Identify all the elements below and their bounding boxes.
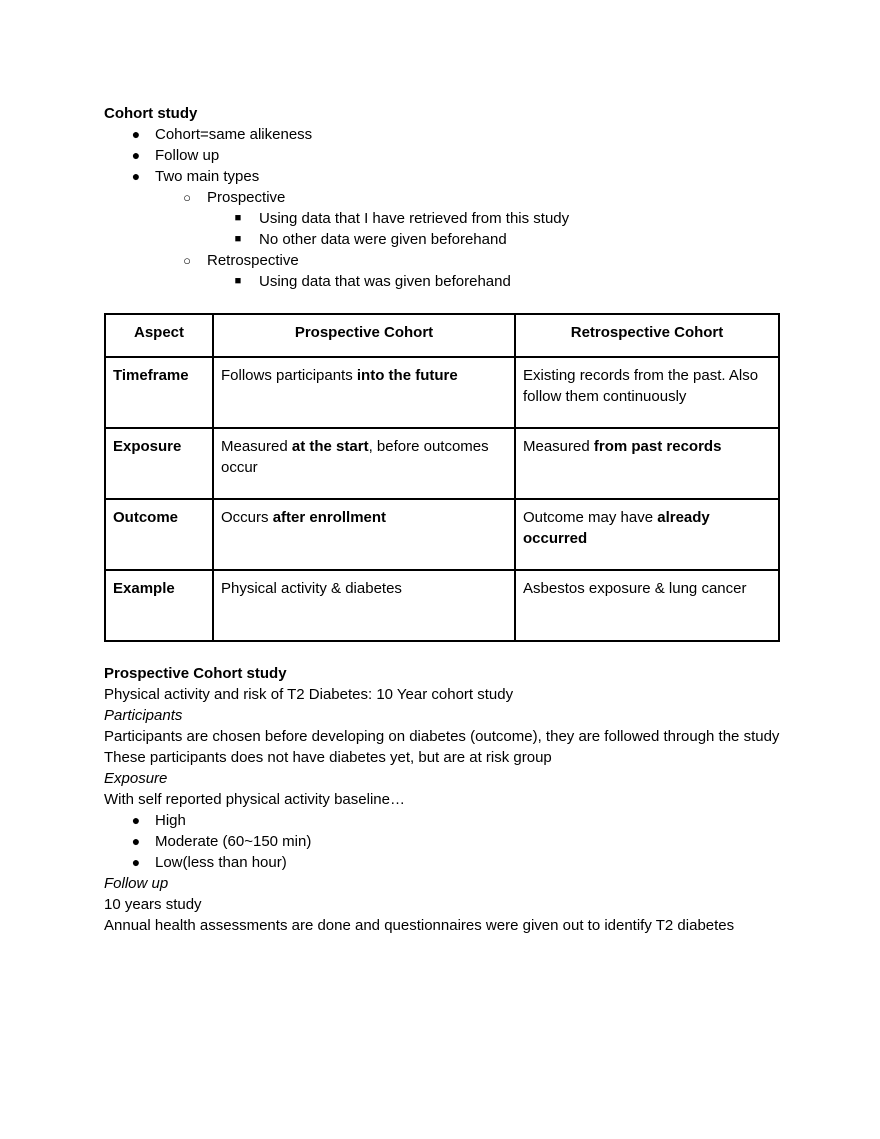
followup-text: Annual health assessments are done and questionnaires were given out to identify T2 diabetes xyxy=(104,917,735,934)
retrospective-cell: Measured from past records xyxy=(515,428,779,499)
list-item: ● Follow up xyxy=(104,145,784,166)
followup-label: Follow up xyxy=(104,875,169,892)
exposure-level-list xyxy=(104,810,784,873)
retrospective-cell: Asbestos exposure & lung cancer xyxy=(515,570,779,641)
hollow-circle-bullet-icon: ○ xyxy=(183,190,191,205)
retrospective-cell: Existing records from the past. Also follow them continuously xyxy=(515,357,779,428)
cohort-heading: Cohort study xyxy=(104,105,198,122)
bullet-icon: ● xyxy=(131,854,141,870)
row-aspect: Exposure xyxy=(105,428,213,499)
square-bullet-icon: ■ xyxy=(234,275,242,287)
bullet-icon: ● xyxy=(131,168,141,184)
list-item: ● Moderate (60~150 min) xyxy=(104,831,784,852)
table-row xyxy=(105,570,779,641)
list-item: ■ No other data were given beforehand xyxy=(104,229,784,250)
bullet-icon: ● xyxy=(131,147,141,163)
list-item: ● Cohort=same alikeness xyxy=(104,124,784,145)
table-row xyxy=(105,357,779,428)
bullet-icon: ● xyxy=(131,833,141,849)
prospective-cell: Occurs after enrollment xyxy=(213,499,515,570)
row-aspect: Example xyxy=(105,570,213,641)
cohort-bullet-list xyxy=(104,124,784,292)
table-row xyxy=(105,499,779,570)
study-title: Physical activity and risk of T2 Diabetes: 10 Year cohort study xyxy=(104,686,514,703)
prospective-cell: Follows participants into the future xyxy=(213,357,515,428)
square-bullet-icon: ■ xyxy=(234,233,242,245)
bullet-icon: ● xyxy=(131,126,141,142)
list-item: ● High xyxy=(104,810,784,831)
column-header: Prospective Cohort xyxy=(213,314,515,357)
prospective-heading: Prospective Cohort study xyxy=(104,665,287,682)
row-aspect: Timeframe xyxy=(105,357,213,428)
participants-label: Participants xyxy=(104,707,183,724)
retrospective-cell: Outcome may have already occurred xyxy=(515,499,779,570)
prospective-cell: Physical activity & diabetes xyxy=(213,570,515,641)
list-item-retrospective: ○ Retrospective xyxy=(104,250,784,271)
table-header-row xyxy=(105,314,779,357)
exposure-text: With self reported physical activity baseline… xyxy=(104,791,405,808)
list-item: ● Two main types xyxy=(104,166,784,187)
table-row xyxy=(105,428,779,499)
participants-text: These participants does not have diabetes yet, but are at risk group xyxy=(104,749,552,766)
comparison-table xyxy=(104,313,780,642)
hollow-circle-bullet-icon: ○ xyxy=(183,253,191,268)
followup-text: 10 years study xyxy=(104,896,202,913)
bullet-icon: ● xyxy=(131,812,141,828)
row-aspect: Outcome xyxy=(105,499,213,570)
exposure-label: Exposure xyxy=(104,770,168,787)
list-item: ■ Using data that was given beforehand xyxy=(104,271,784,292)
list-item: ■ Using data that I have retrieved from this study xyxy=(104,208,784,229)
prospective-cell: Measured at the start, before outcomes occur xyxy=(213,428,515,499)
list-item: ● Low(less than hour) xyxy=(104,852,784,873)
list-item-prospective: ○ Prospective xyxy=(104,187,784,208)
document-body xyxy=(104,103,784,936)
column-header: Aspect xyxy=(105,314,213,357)
column-header: Retrospective Cohort xyxy=(515,314,779,357)
square-bullet-icon: ■ xyxy=(234,212,242,224)
participants-text: Participants are chosen before developing on diabetes (outcome), they are followed through the study xyxy=(104,728,780,745)
